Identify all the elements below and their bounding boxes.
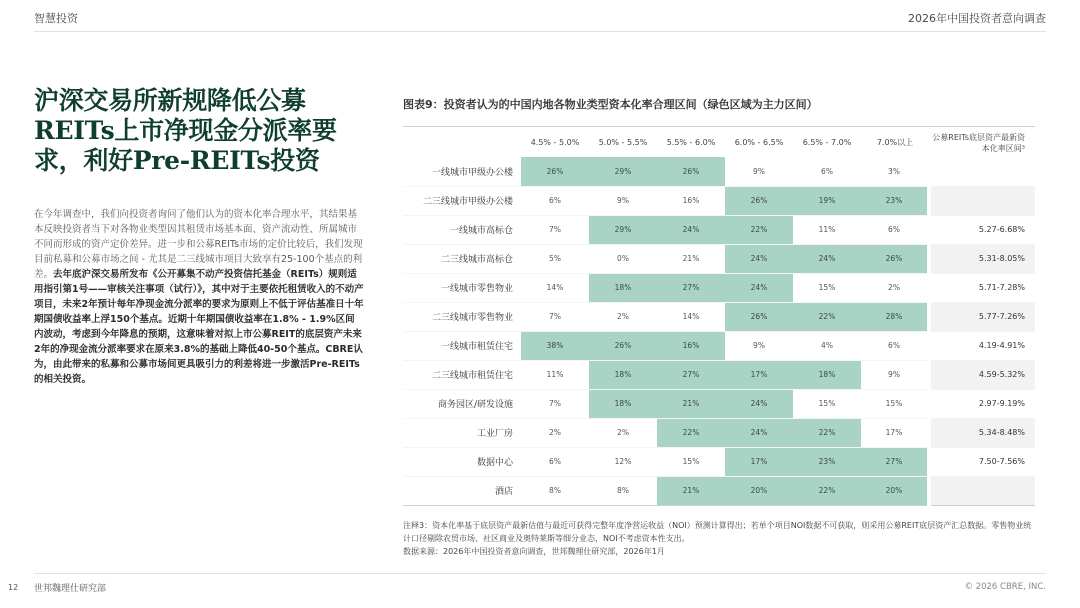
table-header-row — [403, 128, 1035, 157]
table-cell: 9% — [589, 186, 657, 215]
table-row — [403, 215, 1035, 244]
header-section-name: 智慧投资 — [34, 12, 78, 25]
row-label: 二三线城市甲级办公楼 — [403, 186, 521, 215]
table-cell: 6% — [861, 215, 929, 244]
table-cell: 26% — [861, 244, 929, 273]
table-cell: 24% — [725, 389, 793, 418]
table-cell: 6% — [861, 331, 929, 360]
row-label: 一线城市甲级办公楼 — [403, 157, 521, 186]
table-cell: 12% — [589, 447, 657, 476]
table-cell: 28% — [861, 302, 929, 331]
table-cell: 5% — [521, 244, 589, 273]
table-cell: 27% — [657, 273, 725, 302]
row-label: 商务园区/研发设施 — [403, 389, 521, 418]
table-cell: 7% — [521, 389, 589, 418]
header-divider — [34, 31, 1046, 32]
table-row — [403, 157, 1035, 186]
reits-cap-rate-cell: 5.71-7.28% — [929, 273, 1035, 302]
table-cell: 0% — [589, 244, 657, 273]
table-cell: 24% — [725, 418, 793, 447]
row-label: 一线城市租赁住宅 — [403, 331, 521, 360]
table-cell: 26% — [589, 331, 657, 360]
figure-notes — [403, 519, 1033, 558]
reits-cap-rate-cell: 4.19-4.91% — [929, 331, 1035, 360]
reits-cap-rate-cell: 5.34-8.48% — [929, 418, 1035, 447]
reits-cap-rate-cell — [929, 157, 1035, 186]
column-header: 4.5% - 5.0% — [530, 138, 580, 147]
table-row — [403, 476, 1035, 505]
footer-divider — [34, 573, 1046, 574]
table-cell: 24% — [725, 273, 793, 302]
column-header: 5.5% - 6.0% — [666, 138, 716, 147]
body-paragraph-intro-text: 在今年调查中，我们向投资者询问了他们认为的资本化率合理水平，其结果基本反映投资者当下对各物业类型因其租赁市场基本面、资产流动性、所属城市不同而形成的资产定价差异。进一步和公募REITs市场的定价比较后，我们发现目前私募和公募市场之间 - 尤其是二三线城市项目大致享有25-100个基点的利差。 — [34, 209, 363, 280]
table-cell: 26% — [725, 302, 793, 331]
table-cell: 2% — [861, 273, 929, 302]
table-cell: 4% — [793, 331, 861, 360]
table-cell: 15% — [657, 447, 725, 476]
data-source: 数据来源：2026年中国投资者意向调查，世邦魏理仕研究部，2026年1月 — [403, 547, 665, 556]
table-cell: 3% — [861, 157, 929, 186]
table-cell: 8% — [521, 476, 589, 505]
row-label: 数据中心 — [403, 447, 521, 476]
header-report-title: 2026年中国投资者意向调查 — [908, 12, 1046, 25]
table-cell: 23% — [793, 447, 861, 476]
table-cell: 16% — [657, 186, 725, 215]
table-cell: 2% — [589, 302, 657, 331]
table-cell: 17% — [725, 447, 793, 476]
table-cell: 7% — [521, 302, 589, 331]
row-label: 二三线城市租赁住宅 — [403, 360, 521, 389]
row-label: 一线城市高标仓 — [403, 215, 521, 244]
table-cell: 14% — [521, 273, 589, 302]
table-cell: 6% — [521, 447, 589, 476]
table-cell: 26% — [521, 157, 589, 186]
page-number: 12 — [8, 583, 19, 592]
table-row — [403, 302, 1035, 331]
table-cell: 8% — [589, 476, 657, 505]
table-row — [403, 244, 1035, 273]
table-cell: 18% — [793, 360, 861, 389]
table-row — [403, 273, 1035, 302]
table-cell: 22% — [657, 418, 725, 447]
table-cell: 20% — [725, 476, 793, 505]
table-cell: 14% — [657, 302, 725, 331]
row-label: 酒店 — [403, 476, 521, 505]
table-cell: 9% — [861, 360, 929, 389]
figure-title: 图表9：投资者认为的中国内地各物业类型资本化率合理区间（绿色区域为主力区间） — [403, 98, 818, 111]
table-cell: 6% — [793, 157, 861, 186]
table-cell: 38% — [521, 331, 589, 360]
table-cell: 11% — [521, 360, 589, 389]
table-cell: 17% — [725, 360, 793, 389]
footer-copyright: © 2026 CBRE, INC. — [964, 582, 1046, 592]
table-row — [403, 418, 1035, 447]
column-header-reits-cap-rate: 公募REITs底层资产最新资本化率区间³ — [932, 132, 1025, 153]
row-label: 一线城市零售物业 — [403, 273, 521, 302]
reits-cap-rate-cell: 2.97-9.19% — [929, 389, 1035, 418]
table-cell: 9% — [725, 157, 793, 186]
column-header: 6.5% - 7.0% — [802, 138, 852, 147]
table-cell: 24% — [725, 244, 793, 273]
reits-cap-rate-cell — [929, 476, 1035, 505]
figure-divider — [403, 126, 1035, 127]
header-empty-cell — [403, 128, 521, 157]
body-text — [34, 207, 364, 387]
reits-cap-rate-cell — [929, 186, 1035, 215]
reits-cap-rate-cell: 5.27-6.68% — [929, 215, 1035, 244]
table-cell: 24% — [793, 244, 861, 273]
table-row — [403, 186, 1035, 215]
table-cell: 22% — [793, 418, 861, 447]
reits-cap-rate-cell: 7.50-7.56% — [929, 447, 1035, 476]
row-label: 二三线城市零售物业 — [403, 302, 521, 331]
table-row — [403, 447, 1035, 476]
row-label: 二三线城市高标仓 — [403, 244, 521, 273]
cap-rate-table — [403, 128, 1035, 506]
table-body — [403, 157, 1035, 505]
body-paragraph-emphasis: 去年底沪深交易所发布《公开募集不动产投资信托基金（REITs）规则适用指引第1号——审核关注事项（试行）》，其中对于主要依托租赁收入的不动产项目，未来2年预计每年净现金流分派率的要求为原则上不低于评估基准日十年期国债收益率上浮150个基点。近期十年期国债收益率在1.8% - 1.9%区间内波动，考虑到今年降息的预期，这意味着对拟上市公募REIT的底层资产未来2年的净现金流分派率要求在原来3.8%的基础上降低40-50个基点。CBRE认为，由此带来的私募和公募市场间更具吸引力的利差将进一步激活Pre-REITs的相关投资。 — [34, 269, 364, 385]
table-cell: 22% — [793, 476, 861, 505]
table-cell: 21% — [657, 389, 725, 418]
table-row — [403, 360, 1035, 389]
table-cell: 17% — [861, 418, 929, 447]
table-cell: 15% — [793, 273, 861, 302]
table-cell: 11% — [793, 215, 861, 244]
footnote: 注释3：资本化率基于底层资产最新估值与最近可获得完整年度净营运收益（NOI）预测计算得出；若单个项目NOI数据不可获取，则采用公募REIT底层资产汇总数据。零售物业统计口径剔除农贸市场、社区商业及奥特莱斯等细分业态，NOI不考虑资本性支出。 — [403, 521, 1032, 543]
reits-cap-rate-cell: 5.77-7.26% — [929, 302, 1035, 331]
table-cell: 20% — [861, 476, 929, 505]
body-paragraph-intro — [34, 207, 364, 387]
table-cell: 18% — [589, 273, 657, 302]
table-cell: 16% — [657, 331, 725, 360]
table-cell: 21% — [657, 476, 725, 505]
table-cell: 2% — [521, 418, 589, 447]
table-cell: 9% — [725, 331, 793, 360]
table-cell: 15% — [861, 389, 929, 418]
table-cell: 26% — [657, 157, 725, 186]
table-cell: 22% — [725, 215, 793, 244]
table-cell: 26% — [725, 186, 793, 215]
table-cell: 15% — [793, 389, 861, 418]
row-label: 工业厂房 — [403, 418, 521, 447]
table-cell: 24% — [657, 215, 725, 244]
table-cell: 22% — [793, 302, 861, 331]
table-cell: 23% — [861, 186, 929, 215]
table-cell: 29% — [589, 157, 657, 186]
table-cell: 6% — [521, 186, 589, 215]
table-cell: 27% — [657, 360, 725, 389]
table-cell: 27% — [861, 447, 929, 476]
table-cell: 7% — [521, 215, 589, 244]
column-header: 7.0%以上 — [876, 138, 914, 147]
table-cell: 19% — [793, 186, 861, 215]
table-cell: 2% — [589, 418, 657, 447]
column-header: 5.0% - 5.5% — [598, 138, 648, 147]
column-header: 6.0% - 6.5% — [734, 138, 784, 147]
table-row — [403, 331, 1035, 360]
table-cell: 18% — [589, 360, 657, 389]
reits-cap-rate-cell: 4.59-5.32% — [929, 360, 1035, 389]
table-cell: 18% — [589, 389, 657, 418]
table-cell: 21% — [657, 244, 725, 273]
reits-cap-rate-cell: 5.31-8.05% — [929, 244, 1035, 273]
table-cell: 29% — [589, 215, 657, 244]
table-row — [403, 389, 1035, 418]
footer-department: 世邦魏理仕研究部 — [34, 584, 107, 594]
page-title: 沪深交易所新规降低公募REITs上市净现金分派率要求，利好Pre-REITs投资 — [34, 86, 337, 175]
